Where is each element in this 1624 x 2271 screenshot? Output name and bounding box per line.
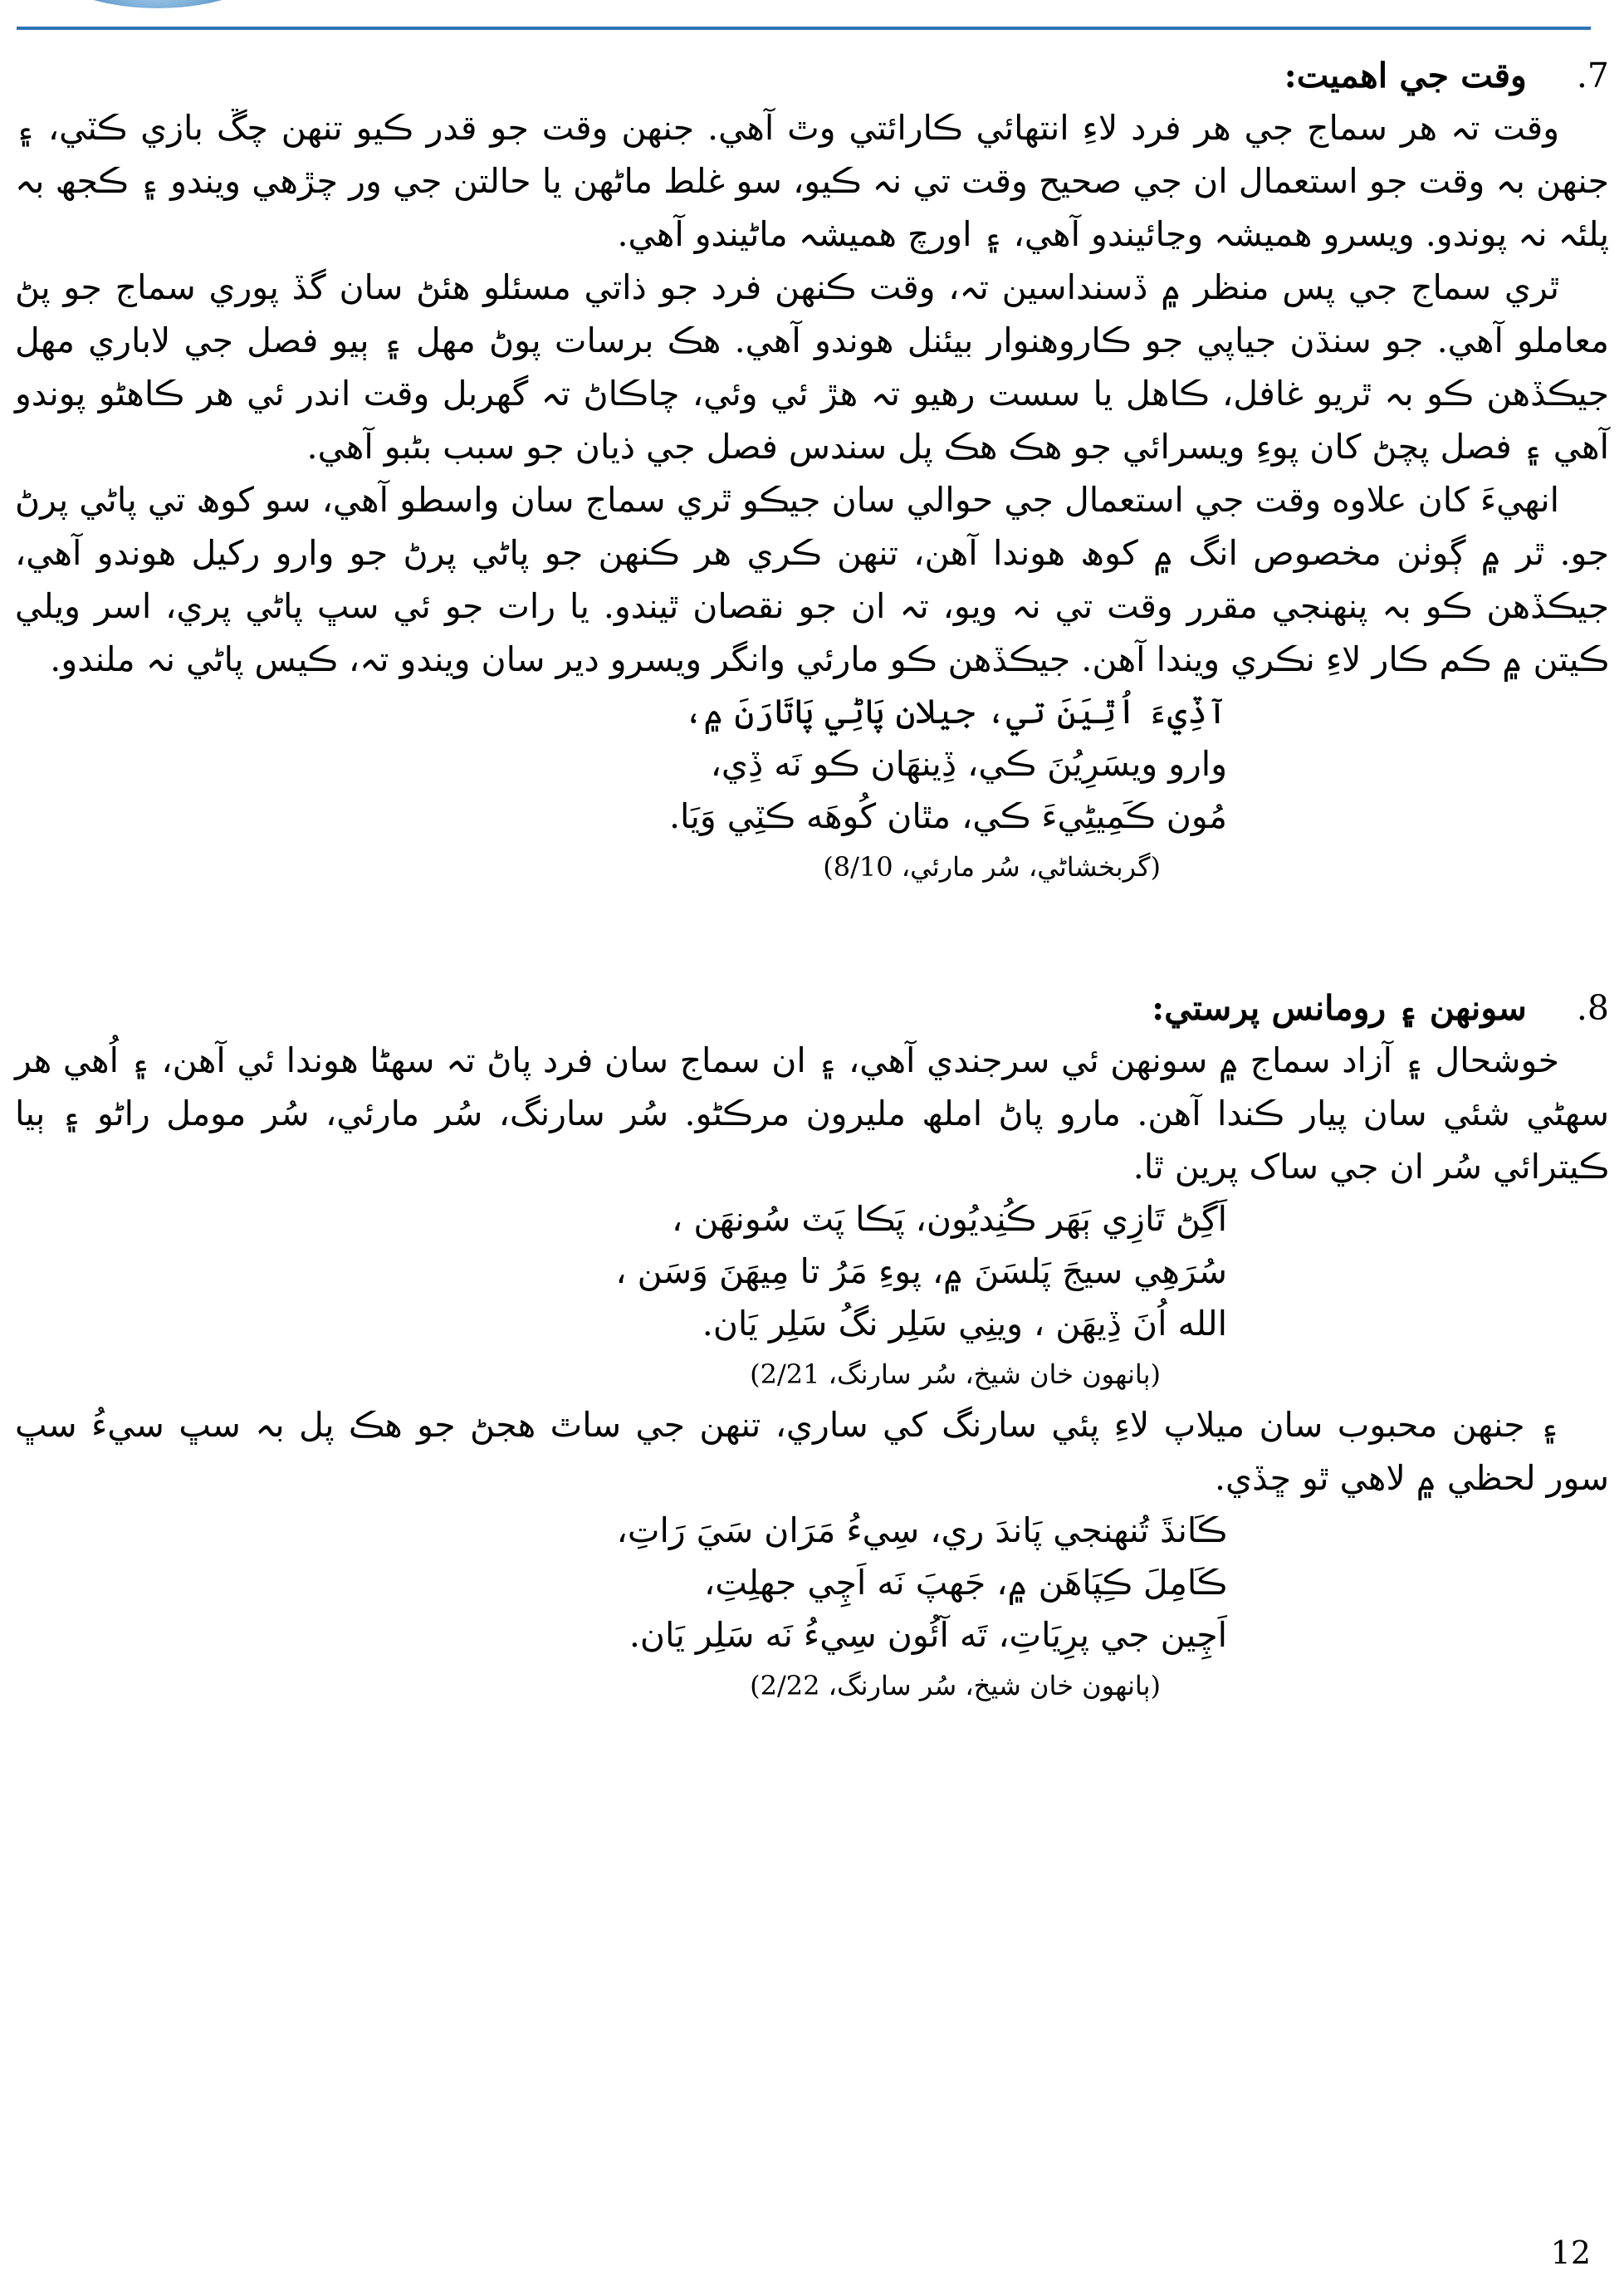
verse-line: وارو ويسَرِيُنَ ڪي، ڏِينهَان ڪو نَه ڏِي، (710, 744, 1227, 784)
section-heading (15, 982, 1609, 1034)
section-number: 7. (1576, 56, 1609, 95)
section-title: وقت جي اهميت: (1284, 56, 1527, 95)
poem-citation: (گربخشاڻي، سُر مارئي، 8/10) (823, 851, 1161, 883)
paragraph: ٿري سماج جي پس منظر ۾ ڏسنداسين تہ، وقت ڪنهن فرد جو ذاتي مسئلو هئڻ سان گڏ پوري سماج جو پڻ معاملو آهي. جو سنڌن جياپي جو ڪاروهنوار بيئنل هوندو آهي. هڪ برسات پوڻ مهل ۽ ٻيو فصل جي لاباري مهل جيڪڏهن ڪو بہ ٿريو غافل، ڪاهل يا سست رهيو تہ هڙ ئي وئي، چاڪاڻ تہ گهربل وقت اندر ئي هر ڪاهڻو پوندو آهي ۽ فصل پچڻ کان پوءِ ويسرائي جو هڪ هڪ پل سندس فصل جي ذيان جو سبب بڻبو آهي. (15, 267, 1609, 467)
paragraph: وقت تہ هر سماج جي هر فرد لاءِ انتهائي ڪارائتي وٿ آهي. جنهن وقت جو قدر ڪيو تنهن چڱ بازي ڪٽي، ۽ جنهن بہ وقت جو استعمال ان جي صحيح وقت تي نہ ڪيو، سو غلط ماڻهن يا حالتن جي ور چڙهي ويندو ۽ ڪجھ بہ پلئہ نہ پوندو. ويسرو هميشہ وڃائيندو آهي، ۽ اورچ هميشہ ماڻيندو آهي. (15, 108, 1609, 254)
poem-block (397, 1193, 1227, 1398)
section-number: 8. (1576, 988, 1609, 1028)
verse-line: ڪَامِلَ ڪِپَاهَن ۾، جَهپَ نَه اَچِي جهلِتِ، (704, 1563, 1227, 1603)
verse-line: اَگِڻ تَازِي ٻَهَر ڪُنِديُون، پَڪا پَٽ سُونهَن ، (672, 1199, 1227, 1239)
poem-citation: (ٻانهون خان شيخ، سُر سارنگ، 2/21) (750, 1358, 1161, 1390)
verse-line: آڏِيءَ اُٿِيَنَ تي، جيلان پَاڻِي پَاتَارَنَ ۾، (683, 692, 1227, 732)
section-heading (15, 50, 1609, 101)
verse-line: مُون ڪَمِيڻِيءَ ڪي، مٿان کُوهَه ڪٽِي وَيَا. (668, 796, 1227, 836)
paragraph: ۽ جنهن محبوب سان ميلاپ لاءِ پئي سارنگ کي ساري، تنهن جي ساٿ هجڻ جو هڪ پل بہ سڀ سيءُ سڀ سور لحظي ۾ لاهي ٿو ڇڏي. (15, 1405, 1609, 1498)
page-body (15, 50, 1609, 1710)
header-logo (33, 0, 282, 8)
paragraph: خوشحال ۽ آزاد سماج ۾ سونهن ئي سرجندي آهي، ۽ ان سماج سان فرد پاڻ تہ سهڻا هوندا ئي آهن، ۽ اُهي هر سهڻي شئي سان پيار ڪندا آهن. مارو پاڻ املھ مليرون مرڪڻو. سُر سارنگ، سُر مارئي، سُر مومل راڻو ۽ ٻيا ڪيترائي سُر ان جي ساک پرين ٿا. (15, 1040, 1609, 1187)
verse-line: اَچِين جي پرِيَاتِ، تَه آئُون سِيءُ نَه سَلِر يَان. (629, 1615, 1227, 1655)
paragraph: انهيءَ کان علاوه وقت جي استعمال جي حوالي سان جيڪو ٿري سماج سان واسطو آهي، سو کوھ تي پاڻي پرڻ جو. ٿر ۾ ڳوٺن مخصوص انگ ۾ کوھ هوندا آهن، تنهن ڪري هر ڪنهن جو پاڻي پرڻ جو وارو رکيل هوندو آهي، جيڪڏهن ڪو بہ پنهنجي مقرر وقت تي نہ ويو، تہ ان جو نقصان ٿيندو. يا رات جو ئي سڀ پاڻي پري، اسر ويلي ڪيتن ۾ ڪم ڪار لاءِ نڪري ويندا آهن. جيڪڏهن ڪو مارئي وانگر ويسرو دير سان ويندو تہ، ڪيس پاڻي نہ ملندو. (15, 480, 1609, 679)
section-title: سونهن ۽ رومانس پرستي: (1152, 988, 1527, 1028)
poem-citation: (ٻانهون خان شيخ، سُر سارنگ، 2/22) (750, 1670, 1161, 1701)
verse-line: ڪَانڌَ تُنهنجي پَاندَ ري، سِيءُ مَرَان سَيَ رَاتِ، (616, 1510, 1227, 1550)
poem-block (397, 1505, 1227, 1710)
verse-line: الله اُنَ ڏِيهَن ، وينِي سَلِر نگُ سَلِر يَان. (702, 1304, 1227, 1344)
poem-block (397, 686, 1227, 891)
page-number: 12 (1550, 2234, 1591, 2271)
header-rule (17, 27, 1591, 30)
verse-line: سُرَهِي سيجَ پَلسَنَ ۾، پوءِ مَرُ تا مِيهَنَ وَسَن ، (615, 1251, 1227, 1291)
